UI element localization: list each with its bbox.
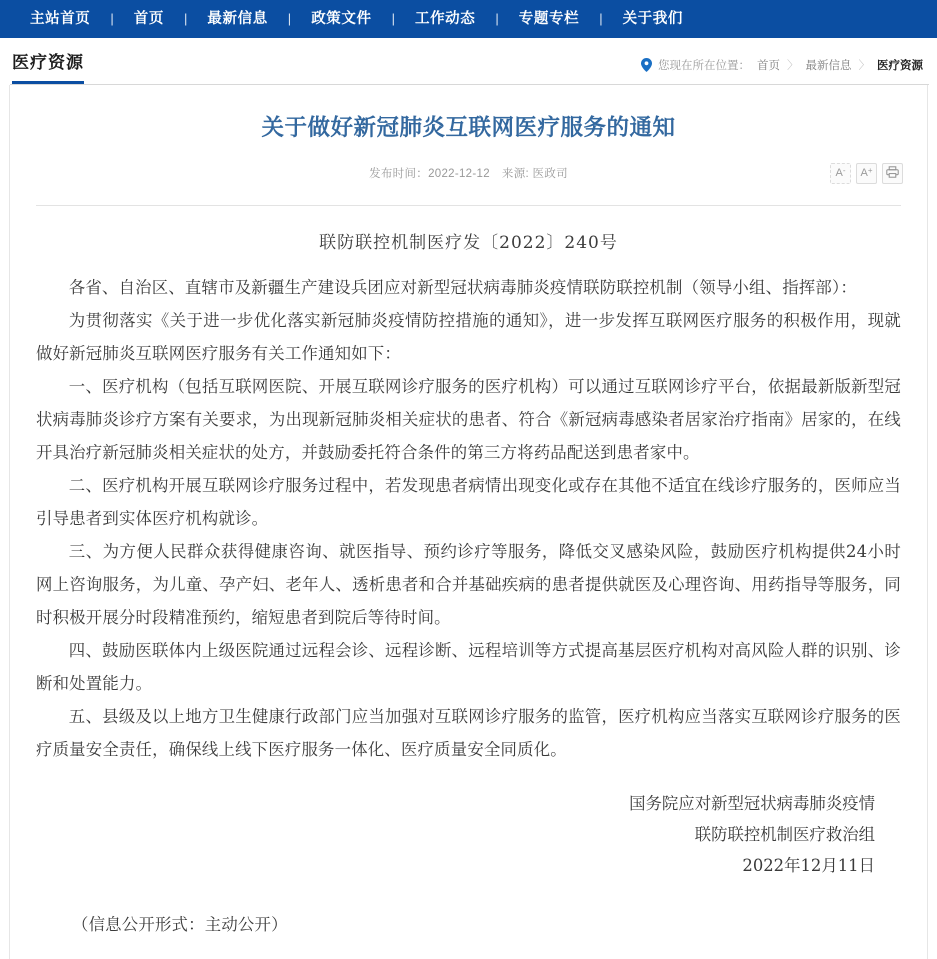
article-tools [830,163,903,184]
nav-separator: | [599,11,603,26]
publish-date: 2022-12-12 [428,168,490,181]
article-paragraph: 四、鼓励医联体内上级医院通过远程会诊、远程诊断、远程培训等方式提高基层医疗机构对高风险人群的识别、诊断和处置能力。 [36,641,901,694]
breadcrumb-arrow-icon: 〉 [858,59,870,72]
location-pin-icon [641,58,652,72]
nav-item-special[interactable]: 专题专栏 [518,11,580,27]
article-paragraph: 一、医疗机构（包括互联网医院、开展互联网诊疗服务的医疗机构）可以通过互联网诊疗平台，依据最新版新型冠状病毒肺炎诊疗方案有关要求，为出现新冠肺炎相关症状的患者、符合《新冠病毒感染者居家治疗指南》居家的，在线开具治疗新冠肺炎相关症状的处方，并鼓励委托符合条件的第三方将药品配送到患者家中。 [36,377,901,463]
disclosure-note: （信息公开形式：主动公开） [72,915,288,935]
nav-separator: | [110,11,114,26]
print-button[interactable] [882,163,903,184]
document-number: 联防联控机制医疗发〔2022〕240号 [319,233,618,254]
nav-item-main-home[interactable]: 主站首页 [30,11,91,27]
nav-separator: | [287,11,292,26]
publish-time-label: 发布时间： [369,168,429,181]
breadcrumb-link-latest[interactable]: 最新信息 [805,59,852,72]
source-value: 医政司 [532,168,568,181]
article-title: 关于做好新冠肺炎互联网医疗服务的通知 [261,115,676,140]
page-title: 医疗资源 [12,48,84,84]
signature-date: 2022年12月11日 [742,856,875,876]
font-decrease-button[interactable] [830,163,851,184]
font-decrease-sup: - [842,165,846,175]
article-meta [36,165,901,181]
article-paragraph: 五、县级及以上地方卫生健康行政部门应当加强对互联网诊疗服务的监管，医疗机构应当落实互联网诊疗服务的医疗质量安全责任，确保线上线下医疗服务一体化、医疗质量安全同质化。 [36,707,901,760]
source-label: 来源: [501,168,530,181]
nav-item-work-news[interactable]: 工作动态 [414,11,476,27]
breadcrumb-arrow-icon: 〉 [787,59,799,72]
article-paragraph: 二、医疗机构开展互联网诊疗服务过程中，若发现患者病情出现变化或存在其他不适宜在线诊疗服务的，医师应当引导患者到实体医疗机构就诊。 [36,476,901,529]
nav-separator: | [391,11,395,26]
breadcrumb-current: 医疗资源 [877,59,923,72]
signature-line: 联防联控机制医疗救治组 [694,825,875,845]
font-increase-label: A [860,167,868,180]
breadcrumb-link-home[interactable]: 首页 [757,59,780,72]
font-increase-button[interactable] [856,163,877,184]
article-signature [36,788,901,881]
article-paragraph: 三、为方便人民群众获得健康咨询、就医指导、预约诊疗等服务，降低交叉感染风险，鼓励医疗机构提供24小时网上咨询服务，为儿童、孕产妇、老年人、透析患者和合并基础疾病的患者提供就医及心理咨询、用药指导等服务，同时积极开展分时段精准预约，缩短患者到院后等待时间。 [36,542,901,628]
nav-list [22,0,699,38]
nav-item-about[interactable]: 关于我们 [622,11,683,27]
nav-item-policy[interactable]: 政策文件 [311,11,372,27]
nav-item-home[interactable]: 首页 [133,11,164,27]
font-decrease-label: A [835,167,843,180]
font-increase-sup: + [867,165,873,175]
nav-separator: | [184,11,188,26]
article-container [9,85,928,959]
top-navigation-bar [0,0,937,38]
breadcrumb [641,51,923,73]
nav-separator: | [495,11,499,26]
breadcrumb-label: 您现在所在位置： [658,59,750,72]
article-meta-row [36,165,901,193]
article-paragraph: 为贯彻落实《关于进一步优化落实新冠肺炎疫情防控措施的通知》，进一步发挥互联网医疗服务的积极作用，现就做好新冠肺炎互联网医疗服务有关工作通知如下： [36,311,901,364]
article-paragraph: 各省、自治区、直辖市及新疆生产建设兵团应对新型冠状病毒肺炎疫情联防联控机制（领导小组、指挥部）： [68,278,857,298]
meta-divider [36,205,901,206]
signature-line: 国务院应对新型冠状病毒肺炎疫情 [629,794,875,814]
section-header-bar [0,38,937,85]
article-body [36,271,901,766]
printer-icon [886,166,899,181]
nav-item-latest[interactable]: 最新信息 [207,11,268,27]
